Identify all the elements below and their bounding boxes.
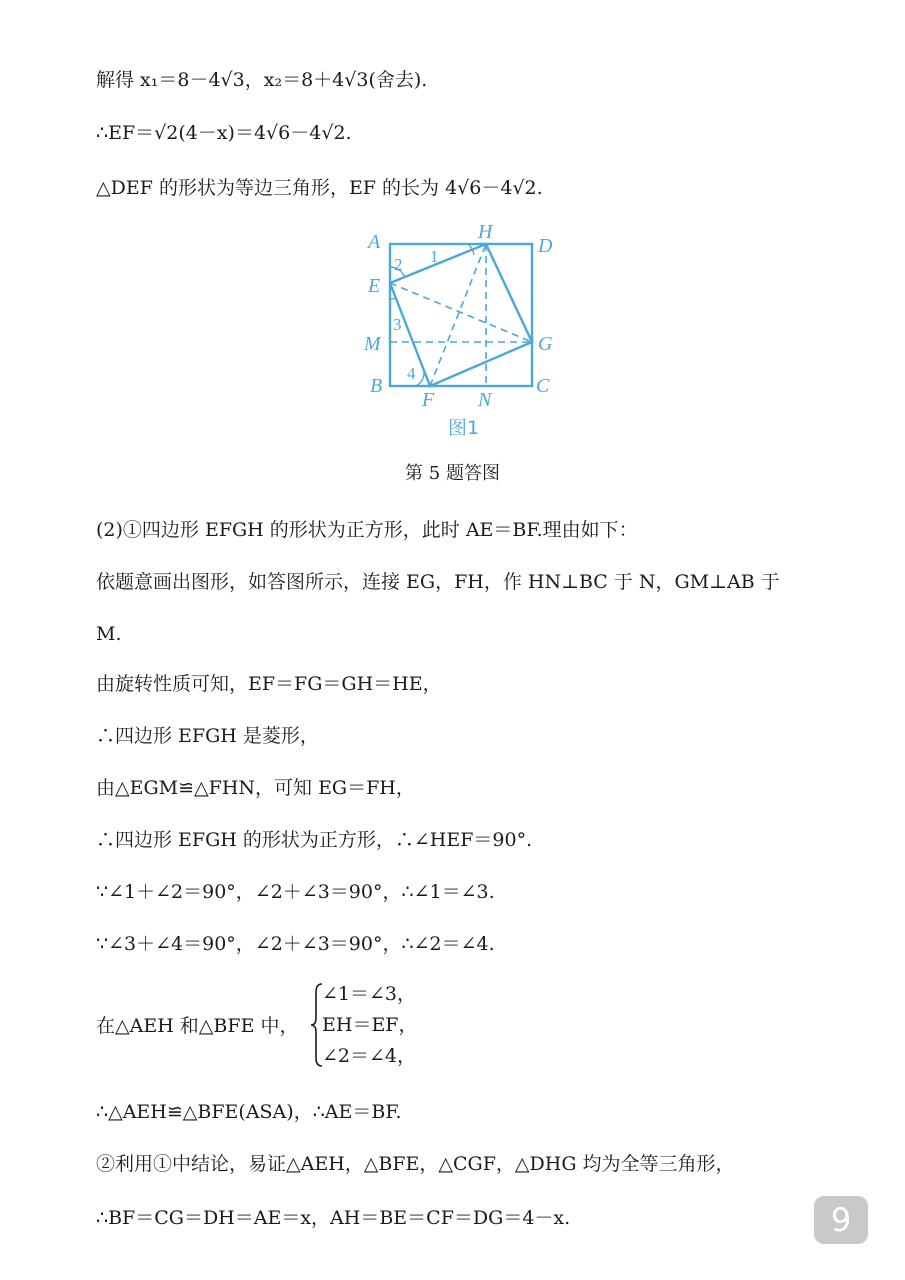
solution-line-angle1-angle3: ∵∠1＋∠2＝90°，∠2＋∠3＝90°，∴∠1＝∠3. [96,881,495,903]
system-prefix: 在△AEH 和△BFE 中， [96,1015,299,1037]
solution-line-part2-intro: (2)①四边形 EFGH 的形状为正方形，此时 AE＝BF.理由如下： [96,519,638,541]
solution-line-asa: ∴△AEH≌△BFE(ASA)，∴AE＝BF. [96,1101,402,1123]
angle-arc-4 [416,372,424,386]
angle-label-3: 3 [393,315,402,334]
label-f: F [422,389,435,411]
figure-label: 图1 [448,417,480,439]
geometry-figure [360,220,560,442]
solution-line-ef-value: ∴EF＝√2(4－x)＝4√6－4√2. [96,122,352,144]
solution-line-congruent-diagonals: 由△EGM≌△FHN，可知 EG＝FH， [96,777,415,799]
solution-line-roots: 解得 x₁＝8－4√3，x₂＝8＋4√3(舍去). [96,69,428,91]
label-g: G [538,333,553,355]
system-row-1: ∠1＝∠3， [322,983,417,1005]
label-a: A [368,231,381,253]
label-e: E [368,275,381,297]
solution-line-construction: 依题意画出图形，如答图所示，连接 EG，FH，作 HN⊥BC 于 N，GM⊥AB 于 [96,571,780,593]
solution-line-square: ∴四边形 EFGH 的形状为正方形，∴∠HEF＝90°. [96,829,533,851]
page-number-badge: 9 [814,1196,868,1244]
label-b: B [370,375,383,397]
system-row-2: EH＝EF， [322,1014,418,1036]
solution-line-part2-b: ②利用①中结论，易证△AEH，△BFE，△CGF，△DHG 均为全等三角形， [96,1153,735,1175]
solution-line-equal-segments: ∴BF＝CG＝DH＝AE＝x，AH＝BE＝CF＝DG＝4－x. [96,1207,571,1229]
solution-line-rhombus: ∴四边形 EFGH 是菱形， [96,725,319,747]
label-d: D [538,235,553,257]
solution-line-construction-cont: M. [96,623,122,645]
solution-line-def-shape: △DEF 的形状为等边三角形，EF 的长为 4√6－4√2. [96,177,543,199]
label-h: H [478,221,493,243]
angle-label-4: 4 [407,364,416,383]
angle-label-2: 2 [394,255,403,274]
system-row-3: ∠2＝∠4， [322,1045,417,1067]
congruence-system [96,980,516,1070]
solution-line-rotation: 由旋转性质可知，EF＝FG＝GH＝HE， [96,673,442,695]
label-n: N [478,389,492,411]
solution-line-angle2-angle4: ∵∠3＋∠4＝90°，∠2＋∠3＝90°，∴∠2＝∠4. [96,933,495,955]
label-m: M [364,333,381,355]
segment-eg [390,283,532,342]
angle-label-1: 1 [430,247,439,266]
figure-caption: 第 5 题答图 [405,463,500,484]
label-c: C [536,375,550,397]
